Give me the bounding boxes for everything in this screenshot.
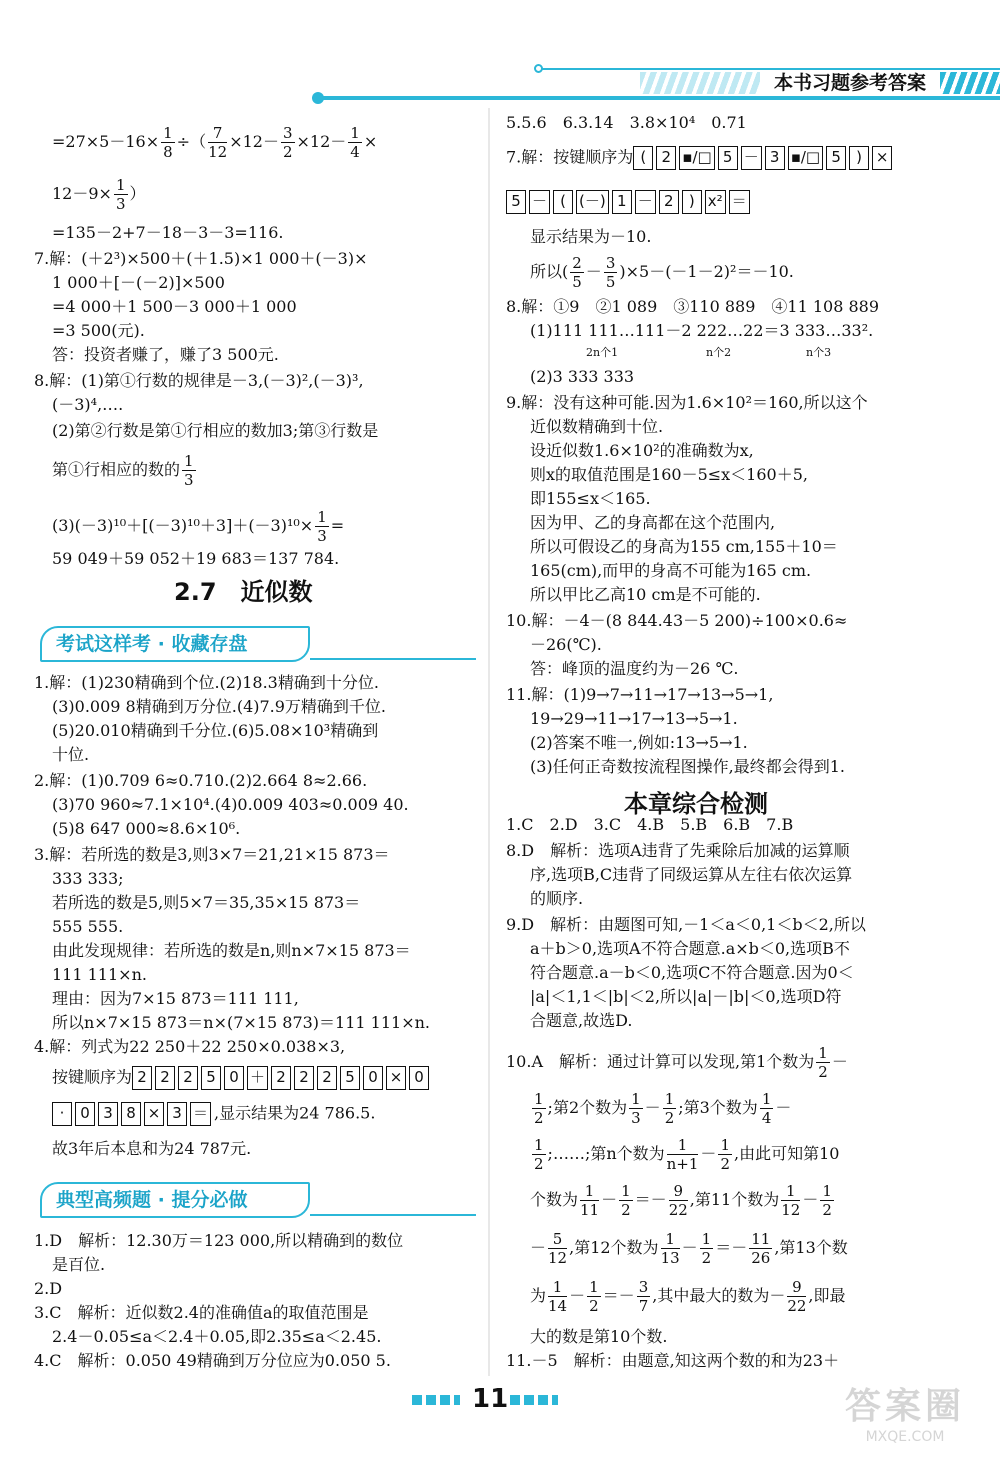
- section-title-chapter-test: 本章综合检测: [624, 790, 768, 818]
- a3-line-5: 由此发现规律：若所选的数是n,则n×7×15 873＝: [52, 941, 411, 960]
- r9-line-7: 所以可假设乙的身高为155 cm,155＋10＝: [530, 537, 838, 556]
- fraction: $\frac{1}{11}$: [580, 1182, 600, 1219]
- calculator-key: ＝: [729, 190, 750, 214]
- c8-line-2: 序,选项B,C违背了同级运算从左往右依次运算: [530, 865, 853, 884]
- calculator-key: －: [635, 190, 656, 214]
- calculator-key: 2: [271, 1066, 291, 1090]
- q8-line-1: 8.解：(1)第①行数的规律是－3,(－3)²,(－3)³,: [34, 371, 364, 390]
- fraction: $\frac{7}{12}$: [208, 124, 228, 161]
- q8-line-5: (3)(－3)¹⁰＋[(－3)¹⁰＋3]＋(－3)¹⁰× $\frac{1}{3}$ =: [52, 508, 345, 545]
- r8-line-2: (1)111 111…111－2 222…22＝3 333…33².: [530, 321, 874, 340]
- a3-line-6: 111 111×n.: [52, 965, 147, 984]
- banner-exam-style: 考试这样考 · 收藏存盘: [40, 626, 310, 662]
- calculator-key: ×: [872, 146, 892, 170]
- b4-line: 4.C 解析：0.050 49精确到万分位应为0.050 5.: [34, 1351, 391, 1370]
- calculator-key: －: [529, 190, 550, 214]
- calculator-key: 2: [317, 1066, 337, 1090]
- c10-line-2: $\frac{1}{2}$ ;第2个数为 $\frac{1}{3}$ － $\frac{1}{2}$ ;第3个数为 $\frac{1}{4}$ －: [534, 1090, 792, 1127]
- calculator-key: ×: [386, 1066, 406, 1090]
- r7-result: 显示结果为－10.: [530, 227, 652, 246]
- q7-answer: 答：投资者赚了，赚了3 500元.: [52, 345, 279, 364]
- a3-line-7: 理由：因为7×15 873＝111 111,: [52, 989, 299, 1008]
- c10-line-7: 大的数是第10个数.: [530, 1327, 668, 1346]
- r9-line-1: 9.解：没有这种可能.因为1.6×10²＝160,所以这个: [506, 393, 868, 412]
- calculator-key: ): [682, 190, 702, 214]
- fraction: $\frac{11}{26}$: [751, 1230, 771, 1267]
- r9-line-2: 近似数精确到十位.: [530, 417, 664, 436]
- a3-line-1: 3.解：若所选的数是3,则3×7＝21,21×15 873＝: [34, 845, 390, 864]
- c10-line-4: 个数为 $\frac{1}{11}$ － $\frac{1}{2}$ ＝－ $\frac{9}{22}$ ,第11个数为 $\frac{1}{12}$ － $\frac{1}{2}$: [530, 1182, 832, 1219]
- expr-line-3: =135－2+7－18－3－3=116.: [52, 223, 284, 242]
- calculator-key: ▪/□: [788, 146, 823, 170]
- watermark-url: MXQE.COM: [865, 1429, 945, 1445]
- b3-line-2: 2.4－0.05≤a＜2.4＋0.05,即2.35≤a＜2.45.: [52, 1327, 382, 1346]
- calculator-key: 3: [167, 1102, 187, 1126]
- fraction: $\frac{1}{3}$: [184, 452, 194, 489]
- fraction: $\frac{1}{12}$: [781, 1182, 801, 1219]
- calculator-key: 2: [155, 1066, 175, 1090]
- a1-line-1: 1.解：(1)230精确到个位.(2)18.3精确到十分位.: [34, 673, 379, 692]
- c11-line: 11.－5 解析：由题意,知这两个数的和为23＋: [506, 1351, 840, 1370]
- a3-line-4: 555 555.: [52, 917, 124, 936]
- r11-line-4: (3)任何正奇数按流程图操作,最终都会得到1.: [530, 757, 846, 776]
- q7-line-1: 7.解：(＋2³)×500＋(＋1.5)×1 000＋(－3)×: [34, 249, 368, 268]
- a4-line-1: 4.解：列式为22 250＋22 250×0.038×3,: [34, 1037, 346, 1056]
- r8-line-3: (2)3 333 333: [530, 367, 635, 386]
- a4-keys-row-1: 按键顺序为 2 2 2 5 0 ＋ 2 2 2 5 0 × 0: [52, 1066, 432, 1090]
- r9-line-5: 即155≤x＜165.: [530, 489, 651, 508]
- q8-line-6: 59 049＋59 052＋19 683＝137 784.: [52, 549, 340, 568]
- page-number: 11: [472, 1384, 509, 1414]
- left-column-bottom: [34, 0, 474, 1380]
- fraction: $\frac{1}{2}$: [701, 1230, 712, 1267]
- calculator-key: ×: [144, 1102, 164, 1126]
- r7-equation: 所以( $\frac{2}{5}$ － $\frac{3}{5}$ )×5－(－1－2)²＝－10.: [530, 254, 794, 291]
- calculator-key: 3: [765, 146, 785, 170]
- c8-line-1: 8.D 解析：选项A违背了先乘除后加减的运算顺: [506, 841, 850, 860]
- calculator-key: 0: [363, 1066, 383, 1090]
- fraction: $\frac{3}{2}$: [282, 124, 293, 161]
- b1-line-1: 1.D 解析：12.30万＝123 000,所以精确到的数位: [34, 1231, 404, 1250]
- calculator-key: ▪/□: [679, 146, 714, 170]
- r10-answer: 答：峰顶的温度约为－26 ℃.: [530, 659, 739, 678]
- header-stripe-right: [940, 72, 1000, 94]
- calculator-key: (－): [576, 190, 609, 214]
- a3-line-2: 333 333;: [52, 869, 124, 888]
- calculator-key: －: [741, 146, 762, 170]
- right-column-lower: [506, 0, 946, 1380]
- page-number-decoration-right: [510, 1395, 558, 1405]
- r8-line-1: 8.解：①9 ②1 089 ③110 889 ④11 108 889: [506, 297, 880, 316]
- calculator-key: 2: [294, 1066, 314, 1090]
- r9-line-6: 因为甲、乙的身高都在这个范围内,: [530, 513, 776, 532]
- calculator-key: 8: [121, 1102, 141, 1126]
- fraction: $\frac{9}{22}$: [787, 1278, 807, 1315]
- fraction: $\frac{1}{2}$: [664, 1090, 675, 1127]
- a2-line-1: 2.解：(1)0.709 6≈0.710.(2)2.664 8≈2.66.: [34, 771, 368, 790]
- q7-line-4: =3 500(元).: [52, 321, 145, 340]
- a4-answer: 故3年后本息和为24 787元.: [52, 1139, 252, 1158]
- r9-line-8: 165(cm),而甲的身高不可能为165 cm.: [530, 561, 812, 580]
- q7-line-3: =4 000＋1 500－3 000＋1 000: [52, 297, 297, 316]
- fraction: $\frac{1}{3}$: [115, 176, 126, 213]
- calculator-key: 0: [75, 1102, 95, 1126]
- fraction: $\frac{1}{4}$: [761, 1090, 772, 1127]
- q7-line-2: 1 000＋[－(－2)]×500: [52, 273, 225, 292]
- calculator-key: ): [849, 146, 869, 170]
- fraction: $\frac{1}{2}$: [534, 1136, 544, 1173]
- calculator-key: 5: [718, 146, 738, 170]
- c10-line-5: － $\frac{5}{12}$ ,第12个数为 $\frac{1}{13}$ － $\frac{1}{2}$ ＝－ $\frac{11}{26}$ ,第13个数: [530, 1230, 848, 1267]
- a1-line-4: 十位.: [52, 745, 90, 764]
- a2-line-3: (5)8 647 000≈8.6×10⁶.: [52, 819, 241, 838]
- fraction: $\frac{1}{n+1}$: [666, 1136, 699, 1173]
- calculator-key: 5: [201, 1066, 221, 1090]
- fraction: $\frac{1}{2}$: [589, 1278, 599, 1315]
- c9-line-5: 合题意,故选D.: [530, 1011, 633, 1030]
- calculator-key: 3: [98, 1102, 118, 1126]
- calculator-key: 5: [340, 1066, 360, 1090]
- c1-line: 1.C 2.D 3.C 4.B 5.B 6.B 7.B: [506, 815, 794, 834]
- c9-line-3: 符合题意.a－b＜0,选项C不符合题意.因为0＜: [530, 963, 854, 982]
- calculator-key: (: [633, 146, 653, 170]
- a4-keys-row-2: · 0 3 8 × 3 ＝ ,显示结果为24 786.5.: [52, 1102, 375, 1126]
- fraction: $\frac{9}{22}$: [668, 1182, 688, 1219]
- r5-line: 5.5.6 6.3.14 3.8×10⁴ 0.71: [506, 113, 747, 132]
- c10-line-3: $\frac{1}{2}$ ;……;第n个数为 $\frac{1}{n+1}$ － $\frac{1}{2}$ ,由此可知第10: [534, 1136, 840, 1173]
- fraction: $\frac{1}{13}$: [660, 1230, 680, 1267]
- brace-label-n-twos: n个2: [706, 346, 732, 359]
- a1-line-3: (5)20.010精确到千分位.(6)5.08×10³精确到: [52, 721, 379, 740]
- expr-line-1: =27×5－16× $\frac{1}{8}$ ÷（ $\frac{7}{12}$ ×12－ $\frac{3}{2}$ ×12－ $\frac{1}{4}$ ×: [52, 124, 378, 161]
- q8-line-2: (－3)⁴,….: [52, 395, 124, 414]
- fraction: $\frac{1}{14}$: [548, 1278, 568, 1315]
- fraction: $\frac{2}{5}$: [572, 254, 582, 291]
- fraction: $\frac{1}{4}$: [350, 124, 360, 161]
- b3-line-1: 3.C 解析：近似数2.4的准确值a的取值范围是: [34, 1303, 369, 1322]
- fraction: $\frac{1}{2}$: [720, 1136, 730, 1173]
- fraction: $\frac{1}{2}$: [534, 1090, 544, 1127]
- header-title: 本书习题参考答案: [760, 70, 940, 96]
- calculator-key: ·: [52, 1102, 72, 1126]
- calculator-key: 0: [409, 1066, 429, 1090]
- calculator-key: 2: [656, 146, 676, 170]
- page-number-decoration-left: [412, 1395, 460, 1405]
- b1-line-2: 是百位.: [52, 1255, 106, 1274]
- fraction: $\frac{1}{3}$: [317, 508, 327, 545]
- fraction: $\frac{5}{12}$: [548, 1230, 568, 1267]
- a3-line-3: 若所选的数是5,则5×7＝35,35×15 873＝: [52, 893, 361, 912]
- r10-line-2: －26(℃).: [530, 635, 602, 654]
- banner-high-frequency: 典型高频题 · 提分必做: [40, 1182, 310, 1218]
- brace-label-n-threes: n个3: [806, 346, 832, 359]
- fraction: $\frac{1}{2}$: [621, 1182, 631, 1219]
- calculator-key: 2: [178, 1066, 198, 1090]
- fraction: $\frac{1}{8}$: [163, 124, 173, 161]
- watermark-title: 答案圈: [844, 1386, 965, 1427]
- watermark-logo: [820, 1385, 990, 1461]
- r9-line-4: 则x的取值范围是160－5≤x＜160＋5,: [530, 465, 808, 484]
- fraction: $\frac{1}{2}$: [818, 1044, 828, 1081]
- calculator-key: 0: [224, 1066, 244, 1090]
- r11-line-3: (2)答案不唯一,例如:13→5→1.: [530, 733, 748, 752]
- fraction: $\frac{1}{2}$: [822, 1182, 832, 1219]
- calculator-key: 5: [826, 146, 846, 170]
- fraction: $\frac{3}{5}$: [605, 254, 616, 291]
- fraction: $\frac{1}{3}$: [631, 1090, 641, 1127]
- r10-line-1: 10.解：－4－(8 844.43－5 200)÷100×0.6≈: [506, 611, 848, 630]
- r7-keys-row-1: 7.解：按键顺序为 ( 2 ▪/□ 5 － 3 ▪/□ 5 ) ×: [506, 146, 895, 170]
- a1-line-2: (3)0.009 8精确到万分位.(4)7.9万精确到千位.: [52, 697, 387, 716]
- calculator-key: 2: [659, 190, 679, 214]
- c9-line-1: 9.D 解析：由题图可知,－1＜a＜0,1＜b＜2,所以: [506, 915, 866, 934]
- r9-line-9: 所以甲比乙高10 cm是不可能的.: [530, 585, 761, 604]
- expr-line-2: 12－9× $\frac{1}{3}$ ）: [52, 176, 146, 213]
- q8-line-4: 第①行相应的数的 $\frac{1}{3}$: [52, 452, 194, 489]
- r11-line-2: 19→29→11→17→13→5→1.: [530, 709, 738, 728]
- section-title-2-7: 2.7 近似数: [174, 578, 313, 606]
- brace-label-2n-ones: 2n个1: [586, 346, 619, 359]
- c9-line-2: a＋b＞0,选项A不符合题意.a×b＜0,选项B不: [530, 939, 850, 958]
- c8-line-3: 的顺序.: [530, 889, 584, 908]
- r11-line-1: 11.解：(1)9→7→11→17→13→5→1,: [506, 685, 774, 704]
- calculator-key: (: [553, 190, 573, 214]
- calculator-key: 1: [612, 190, 632, 214]
- column-divider: [488, 108, 490, 1376]
- calculator-key: ＝: [190, 1102, 211, 1126]
- b2-line: 2.D: [34, 1279, 63, 1298]
- fraction: $\frac{3}{7}$: [638, 1278, 649, 1315]
- calculator-key: 2: [132, 1066, 152, 1090]
- q8-line-3: (2)第②行数是第①行相应的数加3;第③行数是: [52, 421, 379, 440]
- calculator-key: ＋: [247, 1066, 268, 1090]
- calculator-key: 5: [506, 190, 526, 214]
- calculator-key: x²: [705, 190, 726, 214]
- a2-line-2: (3)70 960≈7.1×10⁴.(4)0.009 403≈0.009 40.: [52, 795, 409, 814]
- c10-line-1: 10.A 解析：通过计算可以发现,第1个数为 $\frac{1}{2}$ －: [506, 1044, 848, 1081]
- r9-line-3: 设近似数1.6×10²的准确数为x,: [530, 441, 754, 460]
- a3-line-8: 所以n×7×15 873＝n×(7×15 873)＝111 111×n.: [52, 1013, 431, 1032]
- c10-line-6: 为 $\frac{1}{14}$ － $\frac{1}{2}$ ＝－ $\frac{3}{7}$ ,其中最大的数为－ $\frac{9}{22}$ ,即最: [530, 1278, 846, 1315]
- c9-line-4: |a|＜1,1＜|b|＜2,所以|a|－|b|＜0,选项D符: [530, 987, 842, 1006]
